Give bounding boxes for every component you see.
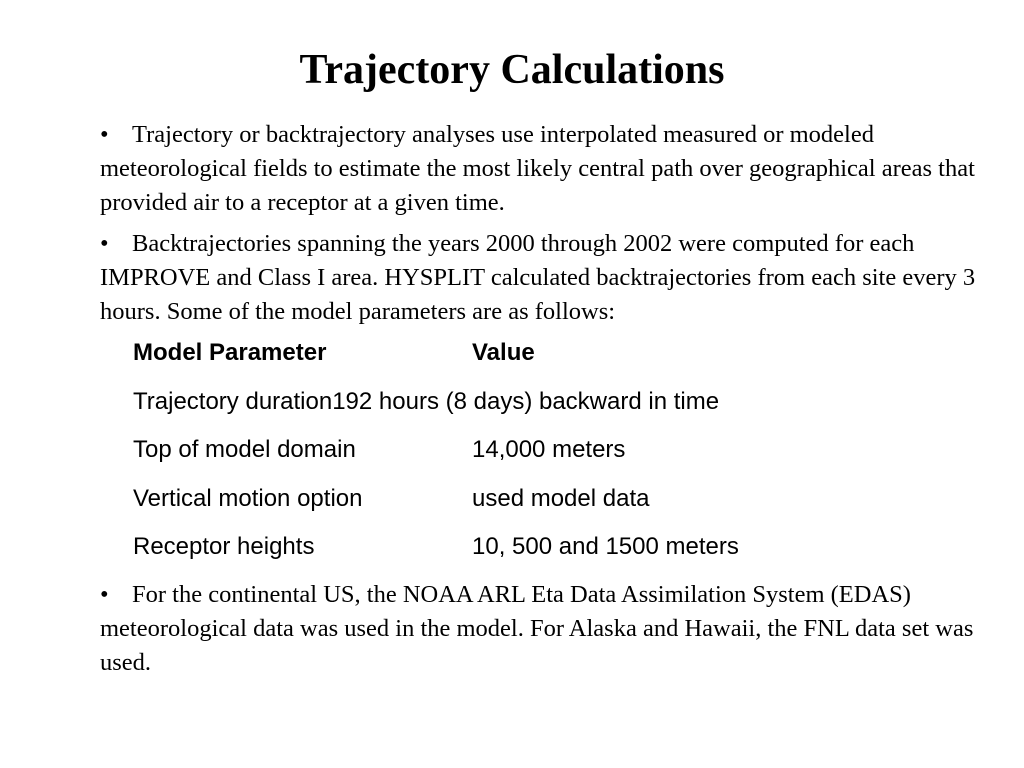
- bullet-paragraph-1: [100, 118, 980, 220]
- table-cell-value: used model data: [472, 484, 650, 512]
- table-cell-parameter: Top of model domain: [133, 436, 356, 463]
- bullet-paragraph-3: [100, 578, 980, 680]
- slide-title: Trajectory Calculations: [299, 47, 725, 93]
- bullet-marker: •: [100, 581, 109, 608]
- table-cell-parameter: Vertical motion option: [133, 484, 363, 512]
- bullet-text: For the continental US, the NOAA ARL Eta Data Assimilation System (EDAS) meteorological data was used in the model. For Alaska and Hawaii, the FNL data set was used.: [100, 581, 974, 676]
- table-cell-parameter: Receptor heights: [133, 533, 315, 560]
- table-cell-value: 10, 500 and 1500 meters: [472, 533, 739, 560]
- bullet-text: Trajectory or backtrajectory analyses use interpolated measured or modeled meteorological fields to estimate the most likely central path over geographical areas that provided air to a receptor at a given time.: [100, 121, 975, 216]
- table-header-parameter: Model Parameter: [133, 339, 327, 366]
- bullet-marker: •: [100, 121, 109, 148]
- table-row: [133, 479, 719, 528]
- table-row: [133, 430, 719, 479]
- table-cell-value: 192 hours (8 days) backward in time: [332, 387, 720, 415]
- table-row: [133, 527, 739, 576]
- table-cell-value: 14,000 meters: [472, 436, 626, 463]
- table-row: [133, 382, 719, 431]
- table-header-value: Value: [472, 339, 535, 366]
- bullet-text: Backtrajectories spanning the years 2000 through 2002 were computed for each IMPROVE and Class I area. HYSPLIT calculated backtrajectories from each site every 3 hours. Some of the model parameters are as follows:: [100, 230, 976, 325]
- bullet-marker: •: [100, 230, 109, 257]
- table-cell-parameter: Trajectory duration: [133, 387, 333, 415]
- model-parameter-table: [133, 333, 739, 576]
- bullet-paragraph-2: [100, 227, 980, 329]
- table-header-row: [133, 333, 719, 382]
